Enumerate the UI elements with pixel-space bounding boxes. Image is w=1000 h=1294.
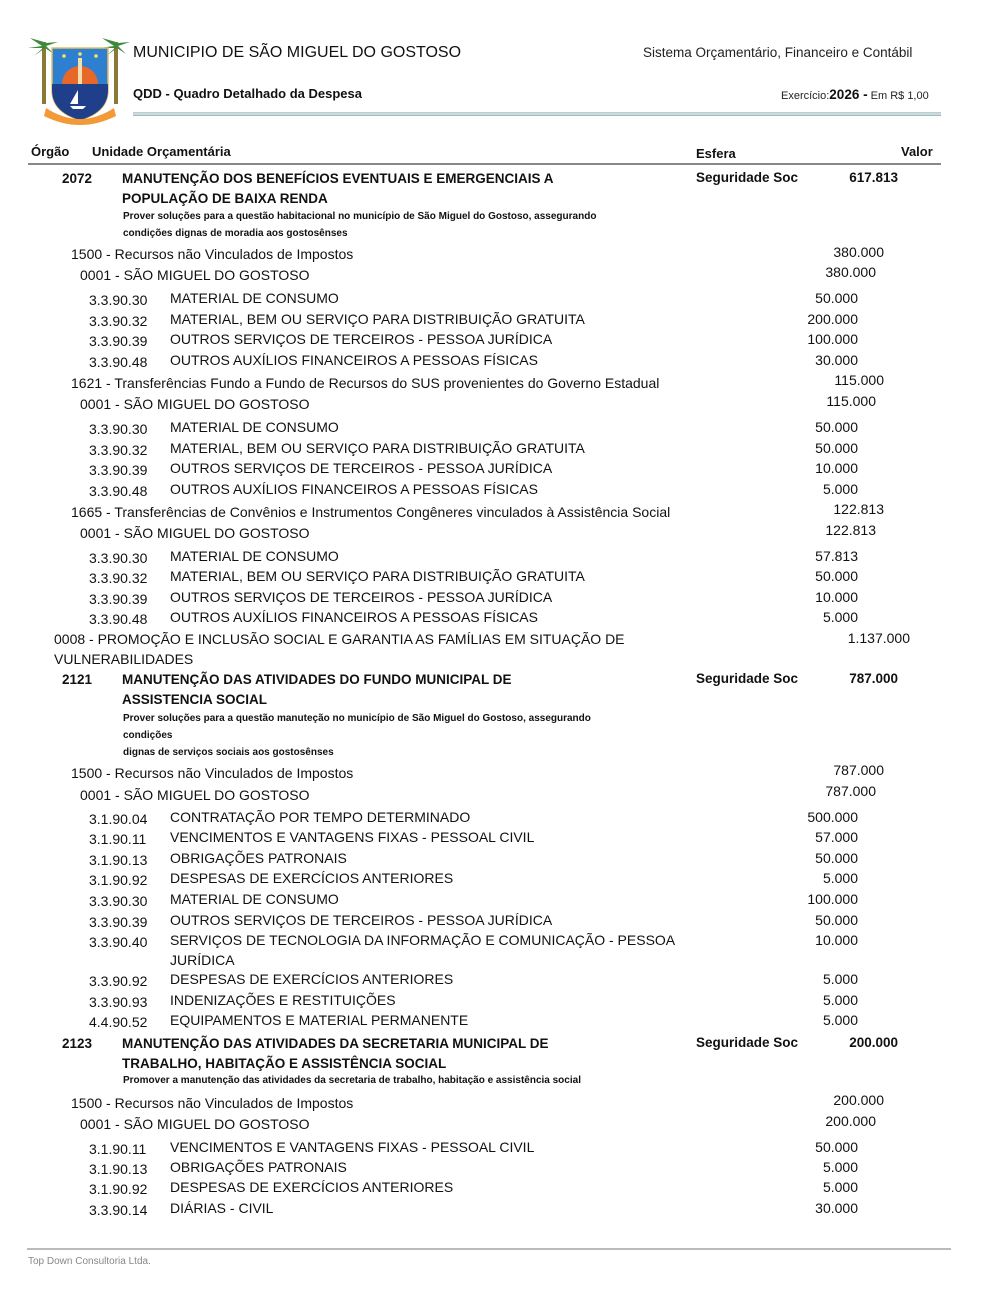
column-header-esfera: Esfera bbox=[696, 146, 736, 161]
expense-code: 3.1.90.92 bbox=[89, 872, 148, 888]
expense-description: VENCIMENTOS E VANTAGENS FIXAS - PESSOAL CIVIL bbox=[170, 1139, 535, 1155]
system-name: Sistema Orçamentário, Financeiro e Contábil bbox=[643, 45, 913, 60]
expense-value: 100.000 bbox=[807, 891, 858, 907]
exercicio-year: 2026 - bbox=[829, 87, 868, 102]
expense-value: 50.000 bbox=[815, 568, 858, 584]
program-title-cont: VULNERABILIDADES bbox=[54, 651, 194, 667]
expense-description: OBRIGAÇÕES PATRONAIS bbox=[170, 850, 347, 866]
expense-code: 3.3.90.39 bbox=[89, 333, 148, 349]
funding-source: 1500 - Recursos não Vinculados de Impostos bbox=[71, 1095, 354, 1111]
expense-value: 5.000 bbox=[822, 870, 858, 886]
funding-source: 1621 - Transferências Fundo a Fundo de Recursos do SUS provenientes do Governo Estadual bbox=[71, 375, 660, 391]
expense-code: 3.3.90.39 bbox=[89, 914, 148, 930]
expense-description: DESPESAS DE EXERCÍCIOS ANTERIORES bbox=[170, 870, 454, 886]
expense-description: DESPESAS DE EXERCÍCIOS ANTERIORES bbox=[170, 971, 454, 987]
action-description: Prover soluções para a questão habitacional no município de São Miguel do Gostoso, assegurando bbox=[123, 211, 597, 222]
expense-description: OUTROS SERVIÇOS DE TERCEIROS - PESSOA JURÍDICA bbox=[170, 912, 553, 928]
header-divider bbox=[133, 112, 941, 116]
expense-description: OUTROS SERVIÇOS DE TERCEIROS - PESSOA JURÍDICA bbox=[170, 589, 553, 605]
budget-unit: 0001 - SÃO MIGUEL DO GOSTOSO bbox=[80, 267, 310, 283]
expense-description: OUTROS AUXÍLIOS FINANCEIROS A PESSOAS FÍSICAS bbox=[170, 609, 538, 625]
action-description: dignas de serviços sociais aos gostosênses bbox=[123, 747, 334, 758]
expense-description: DIÁRIAS - CIVIL bbox=[170, 1200, 274, 1216]
expense-value: 10.000 bbox=[815, 460, 858, 476]
currency-note: Em R$ 1,00 bbox=[870, 90, 929, 102]
action-title-cont: TRABALHO, HABITAÇÃO E ASSISTÊNCIA SOCIAL bbox=[122, 1056, 447, 1071]
action-description: condições dignas de moradia aos gostosênses bbox=[123, 228, 348, 239]
expense-code: 3.3.90.32 bbox=[89, 442, 148, 458]
footer-divider bbox=[27, 1248, 951, 1250]
budget-unit: 0001 - SÃO MIGUEL DO GOSTOSO bbox=[80, 787, 310, 803]
expense-code: 3.3.90.39 bbox=[89, 462, 148, 478]
exercicio-info bbox=[781, 87, 929, 102]
action-code: 2072 bbox=[62, 171, 93, 186]
action-total: 787.000 bbox=[849, 671, 898, 686]
expense-code: 3.1.90.11 bbox=[89, 1141, 147, 1157]
expense-value: 5.000 bbox=[822, 609, 858, 625]
expense-description-cont: JURÍDICA bbox=[170, 952, 235, 968]
expense-value: 5.000 bbox=[822, 992, 858, 1008]
budget-unit-value: 122.813 bbox=[825, 522, 876, 538]
expense-value: 50.000 bbox=[815, 850, 858, 866]
expense-description: INDENIZAÇÕES E RESTITUIÇÕES bbox=[170, 992, 396, 1008]
expense-value: 50.000 bbox=[815, 440, 858, 456]
expense-code: 3.3.90.14 bbox=[89, 1202, 148, 1218]
expense-description: MATERIAL DE CONSUMO bbox=[170, 891, 339, 907]
expense-description: EQUIPAMENTOS E MATERIAL PERMANENTE bbox=[170, 1012, 469, 1028]
expense-description: MATERIAL DE CONSUMO bbox=[170, 290, 339, 306]
expense-code: 3.3.90.30 bbox=[89, 292, 148, 308]
expense-description: OUTROS AUXÍLIOS FINANCEIROS A PESSOAS FÍSICAS bbox=[170, 352, 538, 368]
column-header-orgao: Órgão bbox=[31, 144, 70, 159]
expense-description: OUTROS SERVIÇOS DE TERCEIROS - PESSOA JURÍDICA bbox=[170, 460, 553, 476]
action-title: MANUTENÇÃO DAS ATIVIDADES DO FUNDO MUNICIPAL DE bbox=[122, 672, 512, 687]
funding-source-value: 115.000 bbox=[834, 372, 884, 388]
expense-value: 5.000 bbox=[822, 1179, 858, 1195]
expense-description: MATERIAL DE CONSUMO bbox=[170, 419, 339, 435]
budget-unit: 0001 - SÃO MIGUEL DO GOSTOSO bbox=[80, 1116, 310, 1132]
expense-description: DESPESAS DE EXERCÍCIOS ANTERIORES bbox=[170, 1179, 454, 1195]
program-title: 0008 - PROMOÇÃO E INCLUSÃO SOCIAL E GARANTIA AS FAMÍLIAS EM SITUAÇÃO DE bbox=[54, 631, 625, 647]
expense-description: MATERIAL, BEM OU SERVIÇO PARA DISTRIBUIÇÃO GRATUITA bbox=[170, 311, 585, 327]
expense-value: 5.000 bbox=[822, 1012, 858, 1028]
esfera-value: Seguridade Soc bbox=[696, 170, 799, 185]
expense-value: 50.000 bbox=[815, 419, 858, 435]
expense-value: 57.813 bbox=[815, 548, 858, 564]
funding-source-value: 122.813 bbox=[833, 501, 884, 517]
footer-company: Top Down Consultoria Ltda. bbox=[28, 1256, 151, 1267]
column-header-unidade: Unidade Orçamentária bbox=[92, 144, 231, 159]
budget-unit: 0001 - SÃO MIGUEL DO GOSTOSO bbox=[80, 396, 310, 412]
funding-source-value: 787.000 bbox=[833, 762, 884, 778]
expense-value: 50.000 bbox=[815, 290, 858, 306]
expense-description: MATERIAL DE CONSUMO bbox=[170, 548, 339, 564]
budget-unit-value: 115.000 bbox=[826, 393, 876, 409]
exercicio-label: Exercício: bbox=[781, 90, 830, 102]
expense-code: 3.1.90.04 bbox=[89, 811, 148, 827]
expense-value: 5.000 bbox=[822, 971, 858, 987]
expense-code: 3.3.90.39 bbox=[89, 591, 148, 607]
esfera-value: Seguridade Soc bbox=[696, 1035, 799, 1050]
action-code: 2123 bbox=[62, 1036, 93, 1051]
expense-value: 200.000 bbox=[807, 311, 858, 327]
expense-description: MATERIAL, BEM OU SERVIÇO PARA DISTRIBUIÇÃO GRATUITA bbox=[170, 440, 585, 456]
expense-code: 4.4.90.52 bbox=[89, 1014, 148, 1030]
expense-description: SERVIÇOS DE TECNOLOGIA DA INFORMAÇÃO E COMUNICAÇÃO - PESSOA bbox=[170, 932, 676, 948]
action-description: condições bbox=[123, 730, 173, 741]
action-title-cont: ASSISTENCIA SOCIAL bbox=[122, 692, 268, 707]
program-total: 1.137.000 bbox=[847, 630, 910, 646]
expense-value: 30.000 bbox=[815, 1200, 858, 1216]
expense-code: 3.3.90.32 bbox=[89, 570, 148, 586]
expense-code: 3.3.90.93 bbox=[89, 994, 148, 1010]
action-total: 617.813 bbox=[849, 170, 898, 185]
expense-value: 50.000 bbox=[815, 912, 858, 928]
expense-description: OBRIGAÇÕES PATRONAIS bbox=[170, 1159, 347, 1175]
expense-code: 3.1.90.13 bbox=[89, 852, 148, 868]
expense-code: 3.1.90.11 bbox=[89, 831, 147, 847]
expense-code: 3.1.90.92 bbox=[89, 1181, 148, 1197]
expense-value: 100.000 bbox=[807, 331, 858, 347]
expense-value: 500.000 bbox=[807, 809, 858, 825]
expense-description: VENCIMENTOS E VANTAGENS FIXAS - PESSOAL CIVIL bbox=[170, 829, 535, 845]
expense-code: 3.3.90.40 bbox=[89, 934, 148, 950]
action-total: 200.000 bbox=[849, 1035, 898, 1050]
funding-source: 1500 - Recursos não Vinculados de Impostos bbox=[71, 246, 354, 262]
expense-code: 3.3.90.30 bbox=[89, 550, 148, 566]
budget-unit-value: 787.000 bbox=[825, 783, 876, 799]
funding-source-value: 380.000 bbox=[833, 244, 884, 260]
budget-unit-value: 200.000 bbox=[825, 1113, 876, 1129]
expense-code: 3.3.90.30 bbox=[89, 421, 148, 437]
action-description: Prover soluções para a questão manuteção no município de São Miguel do Gostoso, assegurando bbox=[123, 713, 591, 724]
expense-description: MATERIAL, BEM OU SERVIÇO PARA DISTRIBUIÇÃO GRATUITA bbox=[170, 568, 585, 584]
expense-value: 57.000 bbox=[815, 829, 858, 845]
expense-value: 10.000 bbox=[815, 589, 858, 605]
action-code: 2121 bbox=[62, 672, 93, 687]
expense-code: 3.1.90.13 bbox=[89, 1161, 148, 1177]
action-title-cont: POPULAÇÃO DE BAIXA RENDA bbox=[122, 191, 328, 206]
report-title: QDD - Quadro Detalhado da Despesa bbox=[133, 86, 362, 101]
expense-code: 3.3.90.32 bbox=[89, 313, 148, 329]
expense-code: 3.3.90.48 bbox=[89, 354, 148, 370]
expense-value: 5.000 bbox=[822, 1159, 858, 1175]
column-header-valor: Valor bbox=[901, 144, 933, 159]
action-description: Promover a manutenção das atividades da secretaria de trabalho, habitação e assistência social bbox=[123, 1075, 581, 1086]
municipal-coat-of-arms-logo bbox=[28, 34, 132, 126]
expense-code: 3.3.90.48 bbox=[89, 611, 148, 627]
funding-source: 1500 - Recursos não Vinculados de Impostos bbox=[71, 765, 354, 781]
funding-source: 1665 - Transferências de Convênios e Instrumentos Congêneres vinculados à Assistência Social bbox=[71, 504, 671, 520]
expense-description: OUTROS AUXÍLIOS FINANCEIROS A PESSOAS FÍSICAS bbox=[170, 481, 538, 497]
action-title: MANUTENÇÃO DOS BENEFÍCIOS EVENTUAIS E EMERGENCIAIS A bbox=[122, 171, 554, 186]
table-header-divider bbox=[28, 163, 941, 165]
expense-code: 3.3.90.30 bbox=[89, 893, 148, 909]
municipality-name: MUNICIPIO DE SÃO MIGUEL DO GOSTOSO bbox=[133, 44, 462, 61]
expense-value: 5.000 bbox=[822, 481, 858, 497]
expense-description: OUTROS SERVIÇOS DE TERCEIROS - PESSOA JURÍDICA bbox=[170, 331, 553, 347]
budget-unit: 0001 - SÃO MIGUEL DO GOSTOSO bbox=[80, 525, 310, 541]
expense-value: 30.000 bbox=[815, 352, 858, 368]
expense-value: 50.000 bbox=[815, 1139, 858, 1155]
expense-value: 10.000 bbox=[815, 932, 858, 948]
expense-code: 3.3.90.48 bbox=[89, 483, 148, 499]
budget-unit-value: 380.000 bbox=[825, 264, 876, 280]
esfera-value: Seguridade Soc bbox=[696, 671, 799, 686]
action-title: MANUTENÇÃO DAS ATIVIDADES DA SECRETARIA MUNICIPAL DE bbox=[122, 1036, 549, 1051]
expense-code: 3.3.90.92 bbox=[89, 973, 148, 989]
expense-description: CONTRATAÇÃO POR TEMPO DETERMINADO bbox=[170, 809, 471, 825]
funding-source-value: 200.000 bbox=[833, 1092, 884, 1108]
